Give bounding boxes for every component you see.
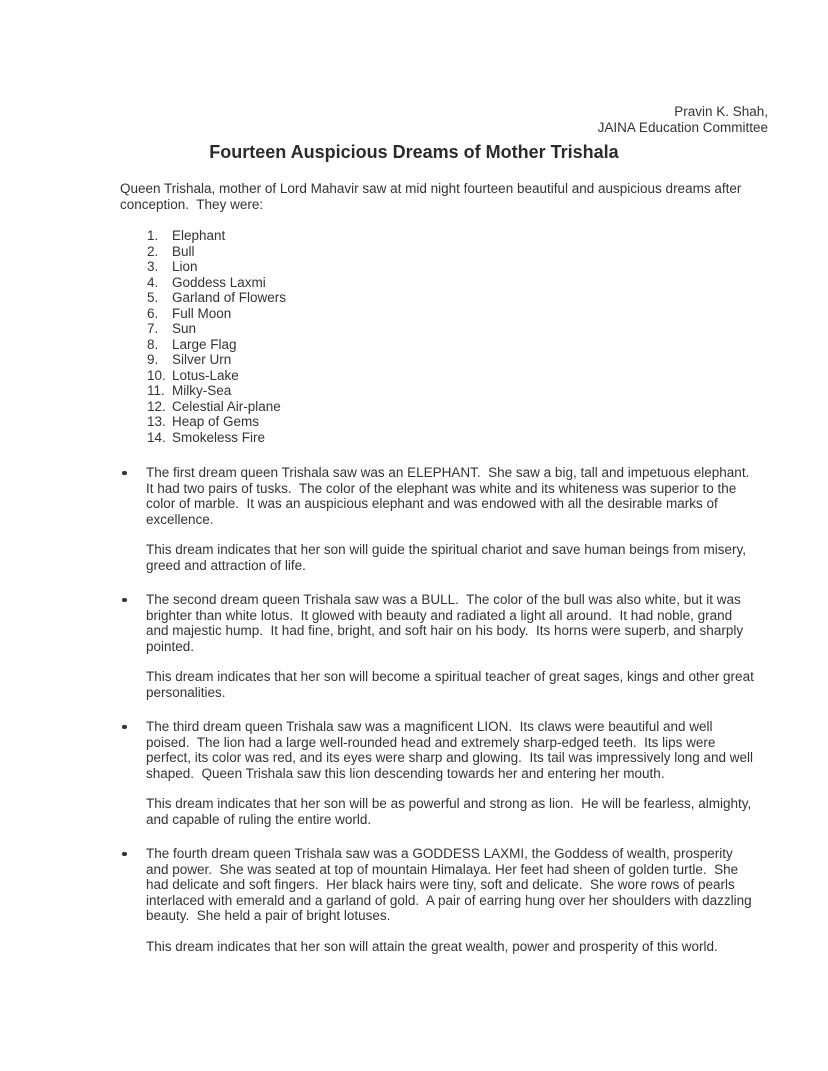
list-item-label: Lotus-Lake: [172, 367, 239, 383]
list-item-number: 1.: [147, 228, 159, 243]
list-item: [147, 275, 828, 291]
list-item-number: 3.: [147, 259, 159, 274]
organization-line: JAINA Education Committee: [597, 119, 768, 135]
bullet-icon: [122, 471, 127, 476]
list-item-number: 2.: [147, 243, 159, 259]
list-item: [147, 337, 828, 353]
page-title: Fourteen Auspicious Dreams of Mother Trishala: [209, 142, 619, 162]
list-item-label: Heap of Gems: [172, 414, 260, 429]
dream-description: The second dream queen Trishala saw was a BULL. The color of the bull was also white, but it was brighter than white lotus. It glowed with beauty and radiated a light all around. It had noble, grand and majestic hump. It had fine, bright, and soft hair on his body. Its horns were superb, and sharply pointed.: [120, 592, 755, 654]
list-item: [147, 290, 828, 306]
list-item-number: 4.: [147, 274, 159, 290]
bullet-icon: [122, 852, 127, 857]
bullet-icon: [122, 725, 127, 730]
dream-entry: [120, 465, 755, 573]
list-item: [147, 399, 828, 415]
list-item-number: 13.: [147, 414, 166, 429]
list-item: [147, 352, 828, 368]
list-item-label: Silver Urn: [172, 352, 232, 367]
list-item-number: 12.: [147, 398, 166, 414]
document-header: [0, 0, 828, 135]
list-item-number: 6.: [147, 305, 159, 321]
dream-details-section: [120, 465, 758, 954]
list-item-label: Garland of Flowers: [172, 290, 287, 305]
list-item-label: Large Flag: [172, 336, 237, 352]
list-item-number: 5.: [147, 290, 159, 305]
author-line: Pravin K. Shah,: [674, 104, 768, 119]
dream-meaning: This dream indicates that her son will be as powerful and strong as lion. He will be fearless, almighty, and capable of ruling the entire world.: [146, 796, 756, 827]
list-item-label: Elephant: [172, 228, 226, 243]
list-item-label: Goddess Laxmi: [172, 274, 266, 290]
list-item-label: Smokeless Fire: [172, 429, 266, 445]
dream-list: [147, 228, 828, 445]
list-item: [147, 321, 828, 337]
list-item: [147, 228, 828, 244]
list-item-number: 7.: [147, 321, 159, 336]
list-item: [147, 306, 828, 322]
bullet-icon: [122, 598, 127, 603]
dream-entry: [120, 592, 758, 700]
list-item-number: 11.: [147, 383, 165, 398]
dream-meaning: This dream indicates that her son will attain the great wealth, power and prosperity of this world.: [146, 938, 718, 954]
list-item-label: Lion: [172, 259, 198, 274]
list-item: [147, 244, 828, 260]
dream-description: The first dream queen Trishala saw was an ELEPHANT. She saw a big, tall and impetuous elephant. It had two pairs of tusks. The color of the elephant was white and its whiteness was superior to the color of marble. It was an auspicious elephant and was endowed with all the desirable marks of excellence.: [120, 465, 755, 527]
list-item-number: 14.: [147, 429, 166, 445]
list-item: [147, 368, 828, 384]
dream-description: The third dream queen Trishala saw was a magnificent LION. Its claws were beautiful and well poised. The lion had a large well-rounded head and extremely sharp-edged teeth. Its lips were perfect, its color was red, and its eyes were sharp and glowing. Its tail was impressively long and well shaped. Queen Trishala saw this lion descending towards her and entering her mouth.: [120, 719, 755, 781]
list-item-number: 8.: [147, 336, 159, 352]
list-item-label: Celestial Air-plane: [172, 398, 281, 414]
list-item-label: Milky-Sea: [172, 383, 232, 398]
list-item-label: Sun: [172, 321, 197, 336]
list-item-label: Bull: [172, 243, 195, 259]
intro-paragraph: Queen Trishala, mother of Lord Mahavir saw at mid night fourteen beautiful and auspicious dreams after conception. They were:: [120, 181, 746, 212]
list-item: [147, 414, 828, 430]
list-item: [147, 430, 828, 446]
dream-meaning: This dream indicates that her son will guide the spiritual chariot and save human beings from misery, greed and attraction of life.: [146, 542, 750, 573]
dream-meaning: This dream indicates that her son will become a spiritual teacher of great sages, kings and other great personalities.: [146, 669, 758, 700]
list-item: [147, 259, 828, 275]
dream-entry: [120, 719, 755, 827]
dream-entry: [120, 846, 755, 954]
list-item-number: 10.: [147, 367, 166, 383]
list-item-number: 9.: [147, 352, 159, 367]
dream-description: The fourth dream queen Trishala saw was a GODDESS LAXMI, the Goddess of wealth, prosperity and power. She was seated at top of mountain Himalaya. Her feet had sheen of golden turtle. She had delicate and soft fingers. Her black hairs were tiny, soft and delicate. She wore rows of pearls interlaced with emerald and a garland of gold. A pair of earring hung over her shoulders with dazzling beauty. She held a pair of bright lotuses.: [120, 846, 755, 924]
list-item-label: Full Moon: [172, 305, 232, 321]
list-item: [147, 383, 828, 399]
